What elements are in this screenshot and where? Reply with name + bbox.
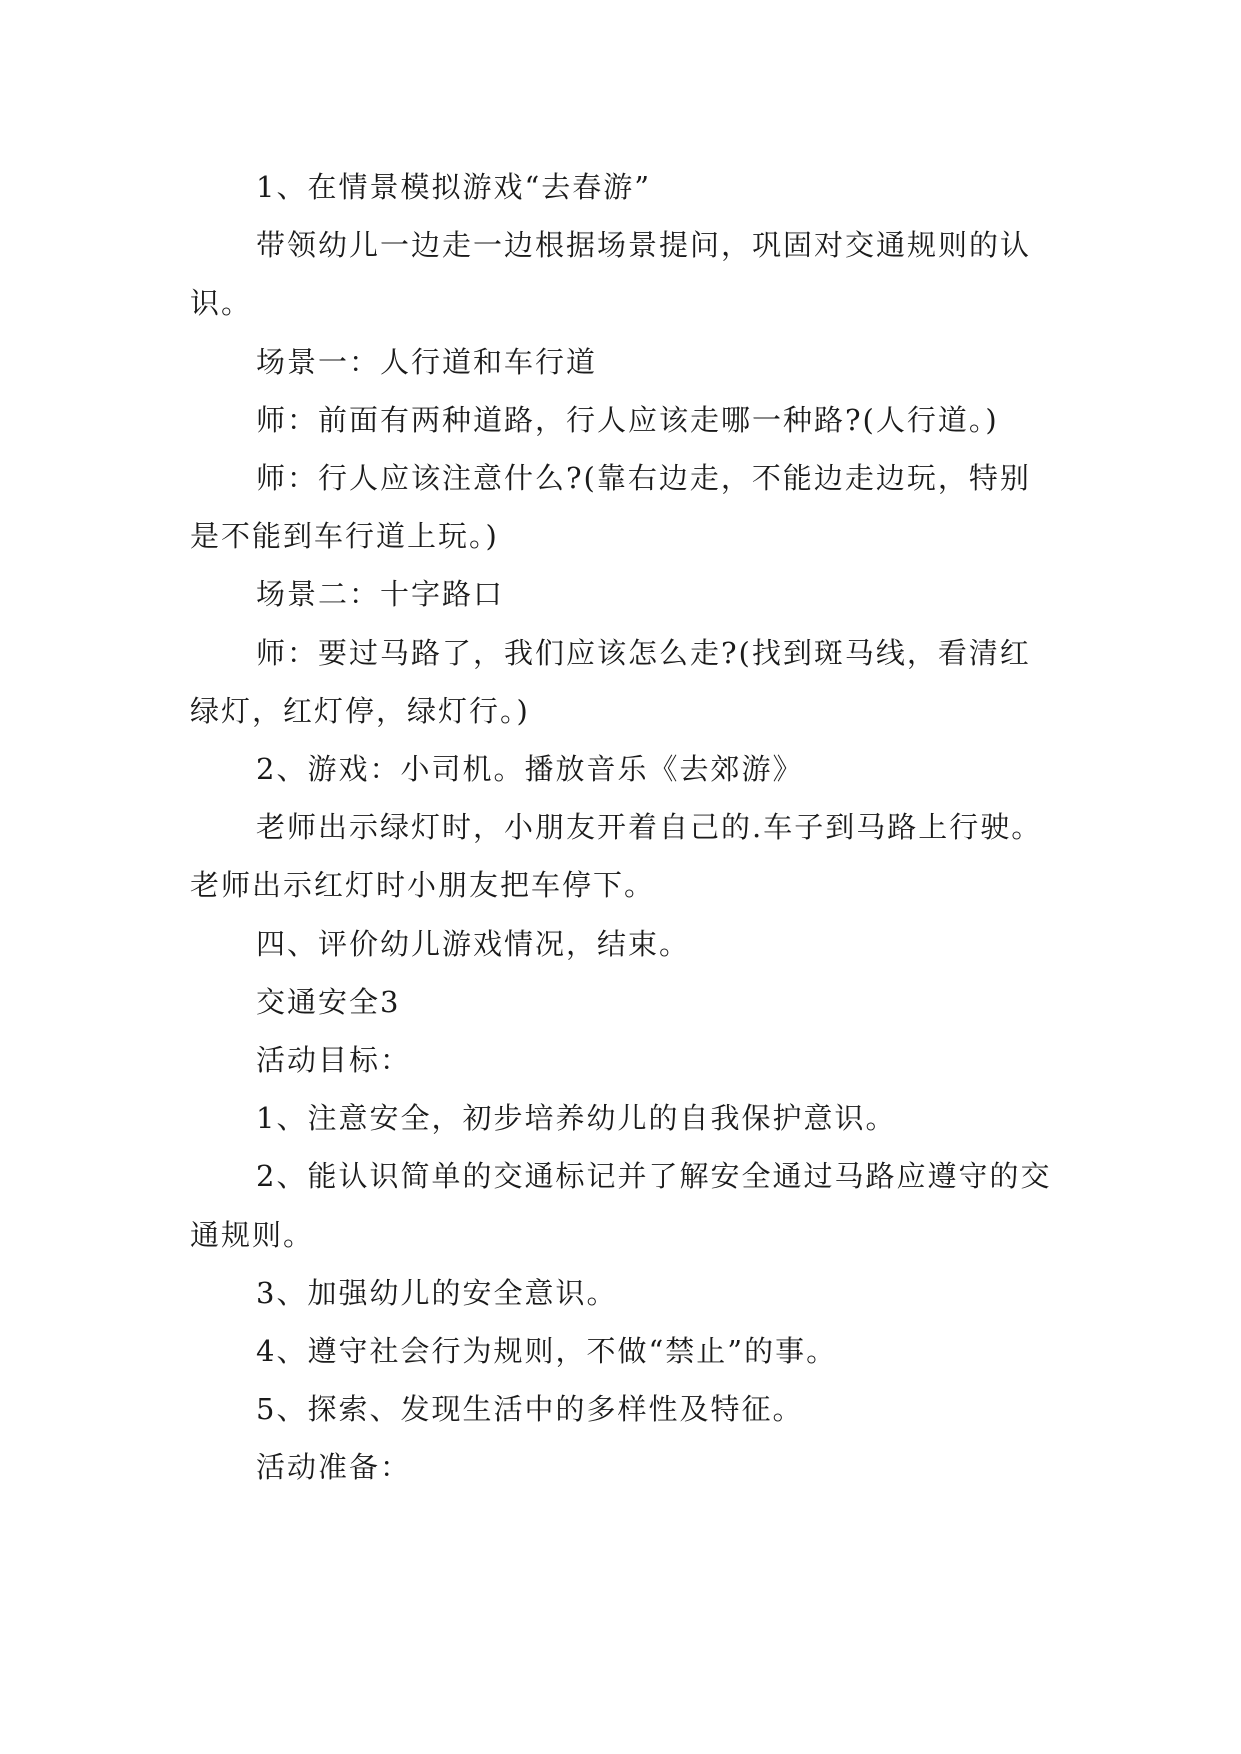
paragraph: 2、能认识简单的交通标记并了解安全通过马路应遵守的交通规则。: [190, 1159, 1052, 1252]
paragraph: 场景一：人行道和车行道: [256, 344, 598, 379]
paragraph: 1、注意安全，初步培养幼儿的自我保护意识。: [256, 1101, 897, 1136]
paragraph: 带领幼儿一边走一边根据场景提问，巩固对交通规则的认识。: [190, 228, 1032, 321]
paragraph: 师：前面有两种道路，行人应该走哪一种路?(人行道。): [256, 402, 999, 437]
paragraph: 师：要过马路了，我们应该怎么走?(找到斑马线，看清红绿灯，红灯停，绿灯行。): [190, 635, 1031, 728]
paragraph: 师：行人应该注意什么?(靠右边走，不能边走边玩，特别是不能到车行道上玩。): [190, 461, 1031, 554]
paragraph: 1、在情景模拟游戏“去春游”: [256, 170, 652, 204]
paragraph: 4、遵守社会行为规则，不做“禁止”的事。: [256, 1334, 838, 1369]
paragraph: 活动目标：: [256, 1043, 412, 1078]
section-heading: 交通安全3: [256, 984, 401, 1019]
paragraph: 场景二：十字路口: [256, 577, 505, 612]
paragraph: 活动准备：: [256, 1450, 412, 1485]
paragraph: 5、探索、发现生活中的多样性及特征。: [256, 1392, 804, 1427]
paragraph: 2、游戏：小司机。播放音乐《去郊游》: [256, 752, 804, 787]
paragraph: 老师出示绿灯时，小朋友开着自己的.车子到马路上行驶。老师出示红灯时小朋友把车停下。: [190, 810, 1043, 903]
paragraph: 四、评价幼儿游戏情况，结束。: [256, 926, 691, 961]
paragraph: 3、加强幼儿的安全意识。: [256, 1275, 618, 1310]
document-body: [190, 158, 1060, 1497]
